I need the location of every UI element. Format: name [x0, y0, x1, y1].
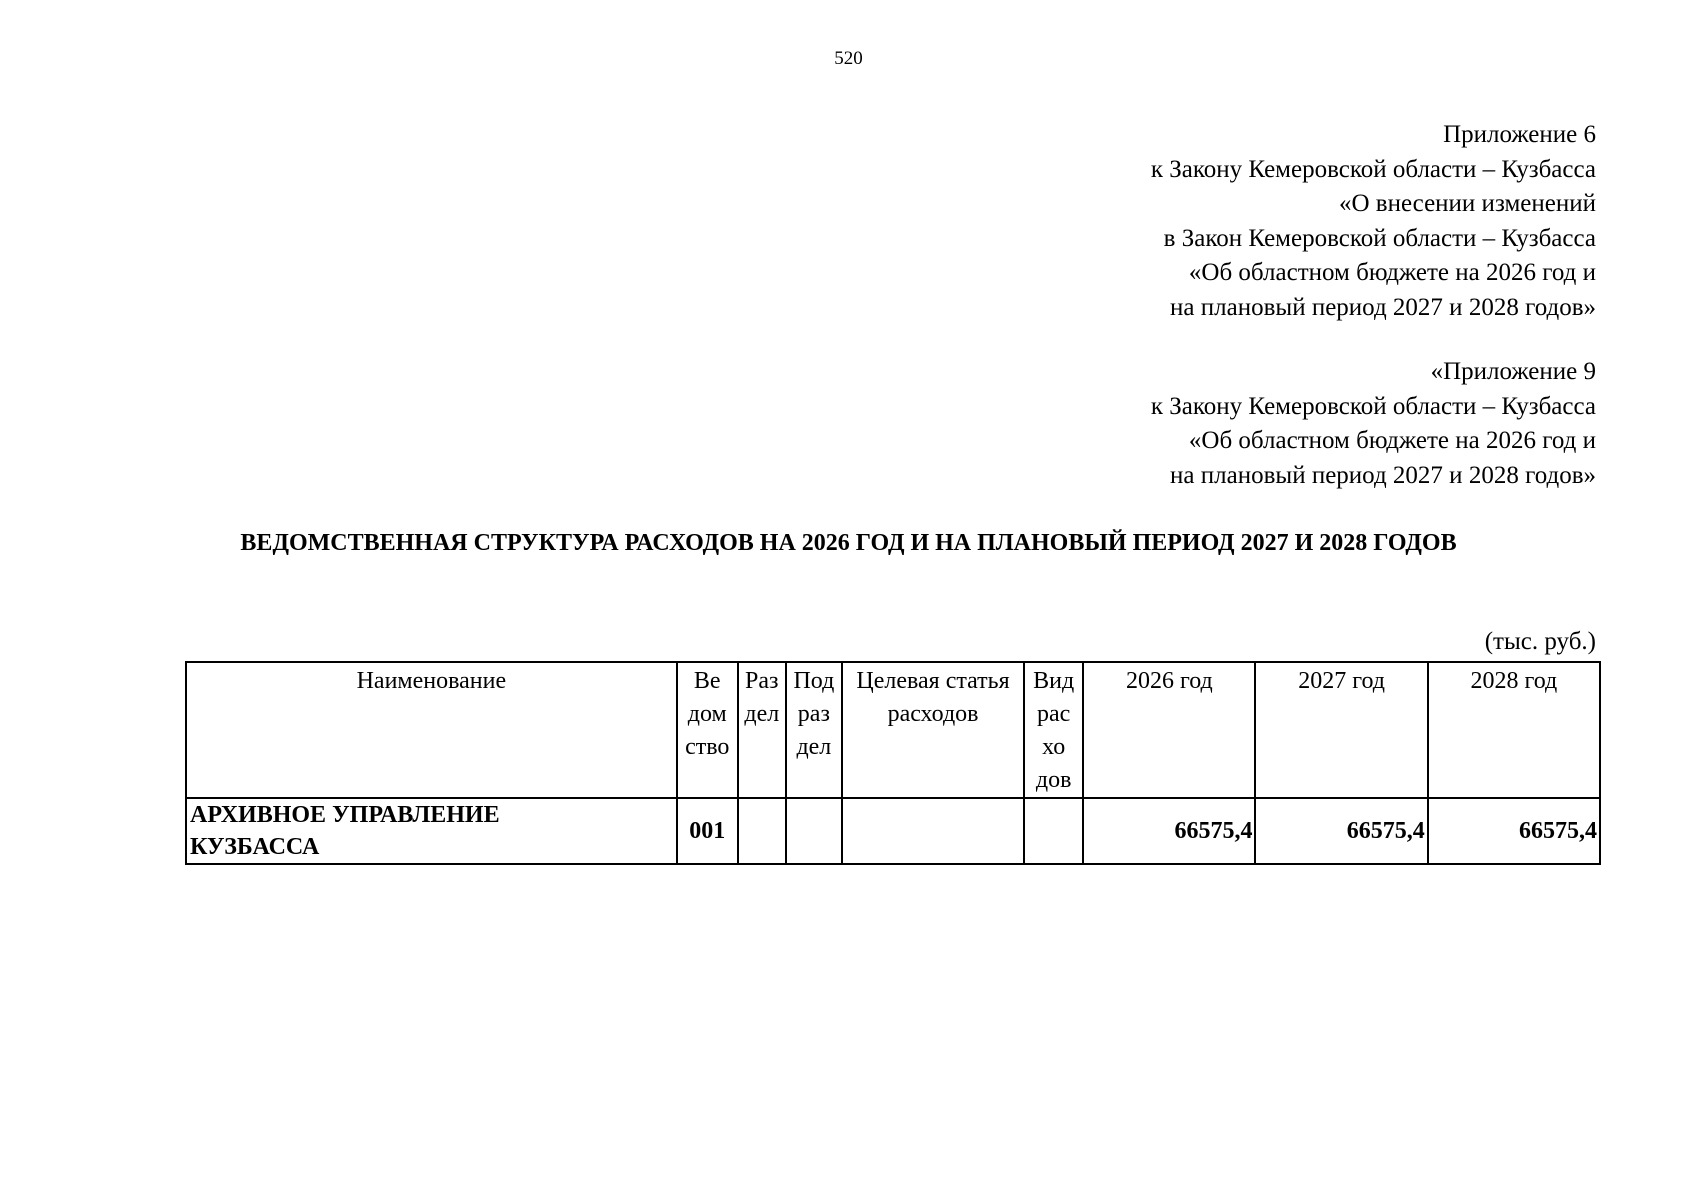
cell-razdel	[738, 798, 786, 864]
page-number: 520	[834, 48, 863, 69]
annex-main-line: «Об областном бюджете на 2026 год и	[1188, 259, 1596, 286]
annex-main-line: к Закону Кемеровской области – Кузбасса	[1150, 155, 1596, 183]
annex-quoted-line: «Приложение 9	[1430, 358, 1596, 385]
cell-year-2026: 66575,4	[1083, 798, 1255, 864]
cell-vedomstvo: 001	[677, 798, 738, 864]
expenditure-table	[185, 661, 1601, 865]
header-vedomstvo: Ве дом ство	[677, 662, 738, 798]
annex-quoted-line: на плановый период 2027 и 2028 годов»	[1170, 461, 1596, 489]
header-celevaya-statya: Целевая статья расходов	[842, 662, 1024, 798]
header-vid-rashodov: Вид рас хо дов	[1024, 662, 1083, 798]
units-note: (тыс. руб.)	[1484, 628, 1596, 655]
cell-year-2027: 66575,4	[1255, 798, 1427, 864]
header-year-2026: 2026 год	[1083, 662, 1255, 798]
table-header-row	[186, 662, 1600, 798]
annex-main-line: Приложение 6	[1443, 121, 1596, 148]
cell-celevaya-statya	[842, 798, 1024, 864]
header-podrazdel: Под раз дел	[786, 662, 842, 798]
header-name: Наименование	[186, 662, 677, 798]
document-title: ВЕДОМСТВЕННАЯ СТРУКТУРА РАСХОДОВ НА 2026 ГОД И НА ПЛАНОВЫЙ ПЕРИОД 2027 И 2028 ГОДОВ	[240, 530, 1457, 556]
annex-quoted-line: «Об областном бюджете на 2026 год и	[1188, 427, 1596, 454]
annex-main-line: в Закон Кемеровской области – Кузбасса	[1163, 224, 1596, 252]
annex-main-line: «О внесении изменений	[1338, 190, 1596, 217]
cell-podrazdel	[786, 798, 842, 864]
cell-name: АРХИВНОЕ УПРАВЛЕНИЕ КУЗБАССА	[186, 798, 677, 864]
annex-quoted-block	[896, 355, 1596, 493]
annex-quoted-line: к Закону Кемеровской области – Кузбасса	[1150, 392, 1596, 420]
header-year-2027: 2027 год	[1255, 662, 1427, 798]
header-razdel: Раз дел	[738, 662, 786, 798]
annex-main-line: на плановый период 2027 и 2028 годов»	[1170, 293, 1596, 321]
header-year-2028: 2028 год	[1428, 662, 1600, 798]
cell-vid-rashodov	[1024, 798, 1083, 864]
table-row	[186, 798, 1600, 864]
cell-year-2028: 66575,4	[1428, 798, 1600, 864]
annex-main-block	[896, 118, 1596, 325]
